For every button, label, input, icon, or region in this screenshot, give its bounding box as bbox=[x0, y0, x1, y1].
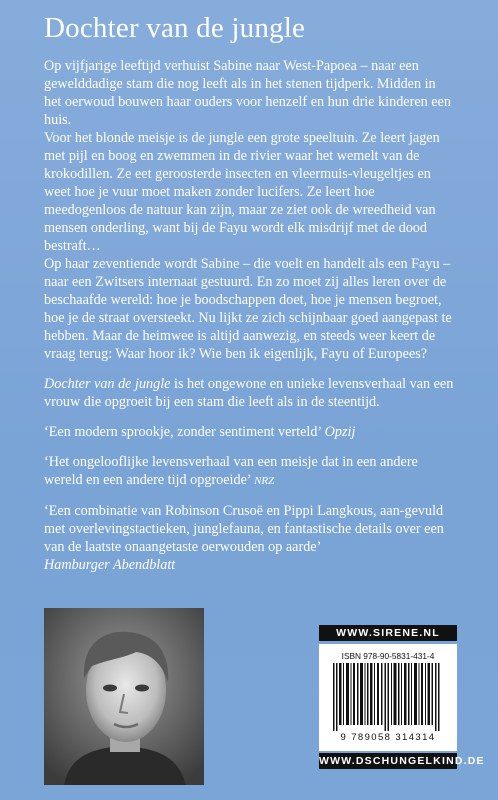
blurb-paragraph-3: Op haar zeventiende wordt Sabine – die voelt en handelt als een Fayu – naar een Zwitsers internaat gestuurd. En zo moet zij alles leren over de beschaafde wereld: hoe je boodschappen doet, hoe je mensen begroet, hoe je de straat oversteekt. Nu lijkt ze zich schijnbaar goed aangepast te hebben. Maar de heimwee is altijd aanwezig, en steeds weer keert de vraag terug: Waar hoor ik? Wie ben ik eigenlijk, Fayu of Europees? bbox=[44, 256, 452, 362]
publisher-url[interactable]: WWW.SIRENE.NL bbox=[319, 625, 457, 641]
barcode-box bbox=[319, 644, 457, 751]
quote-2-source: NRZ bbox=[254, 475, 275, 487]
quote-3 bbox=[44, 502, 456, 574]
quote-1-text: ‘Een modern sprookje, zonder sentiment verteld’ bbox=[44, 424, 322, 440]
isbn-label: ISBN 978-90-5831-431-4 bbox=[341, 651, 435, 661]
blurb-paragraph-1: Op vijfjarige leeftijd verhuist Sabine naar West-Papoea – naar een gewelddadige stam die nog leeft als in het stenen tijdperk. Midden in het oerwoud bouwen haar ouders voor henzelf en hun drie kinderen een huis. bbox=[44, 58, 451, 128]
book-title: Dochter van de jungle bbox=[44, 12, 306, 44]
summary-paragraph bbox=[44, 375, 456, 411]
quote-2 bbox=[44, 453, 456, 490]
barcode-icon bbox=[325, 663, 451, 731]
summary-text: is het ongewone en unieke levensverhaal van een vrouw die opgroeit bij een stam die leeft als in de steentijd. bbox=[44, 376, 454, 410]
quote-3-text: ‘Een combinatie van Robinson Crusoë en Pippi Langkous, aan-gevuld met overlevingstactieken, junglefauna, en fantastische details over een van de laatste onaangetaste oerwouden op aarde’ bbox=[44, 503, 444, 555]
quote-1-source: Opzij bbox=[324, 424, 356, 440]
quote-3-source: Hamburger Abendblatt bbox=[44, 557, 176, 573]
book-url[interactable]: WWW.DSCHUNGELKIND.DE bbox=[319, 755, 485, 767]
blurb-paragraph-2: Voor het blonde meisje is de jungle een grote speeltuin. Ze leert jagen met pijl en boog en zwemmen in de rivier waar het wemelt van de krokodillen. Ze eet geroosterde insecten en vleermuis-vleugeltjes en weet hoe je vuur moet maken zonder lucifers. Ze leert hoe meedogenloos de natuur kan zijn, maar ze ziet ook de wreedheid van mensen onderling, want bij de Fayu wordt elk misdrijf met de dood bestraft… bbox=[44, 130, 440, 254]
publisher-panel bbox=[319, 625, 485, 769]
quote-2-text: ‘Het ongelooflijke levensverhaal van een meisje dat in een andere wereld en een andere tijd opgroeide’ bbox=[44, 454, 418, 488]
blurb bbox=[44, 57, 456, 574]
barcode-digits: 9 789058 314314 bbox=[340, 732, 436, 743]
summary-title: Dochter van de jungle bbox=[44, 376, 171, 392]
quote-1 bbox=[44, 423, 456, 441]
portrait-image bbox=[44, 608, 204, 785]
author-portrait-photo bbox=[44, 608, 204, 785]
